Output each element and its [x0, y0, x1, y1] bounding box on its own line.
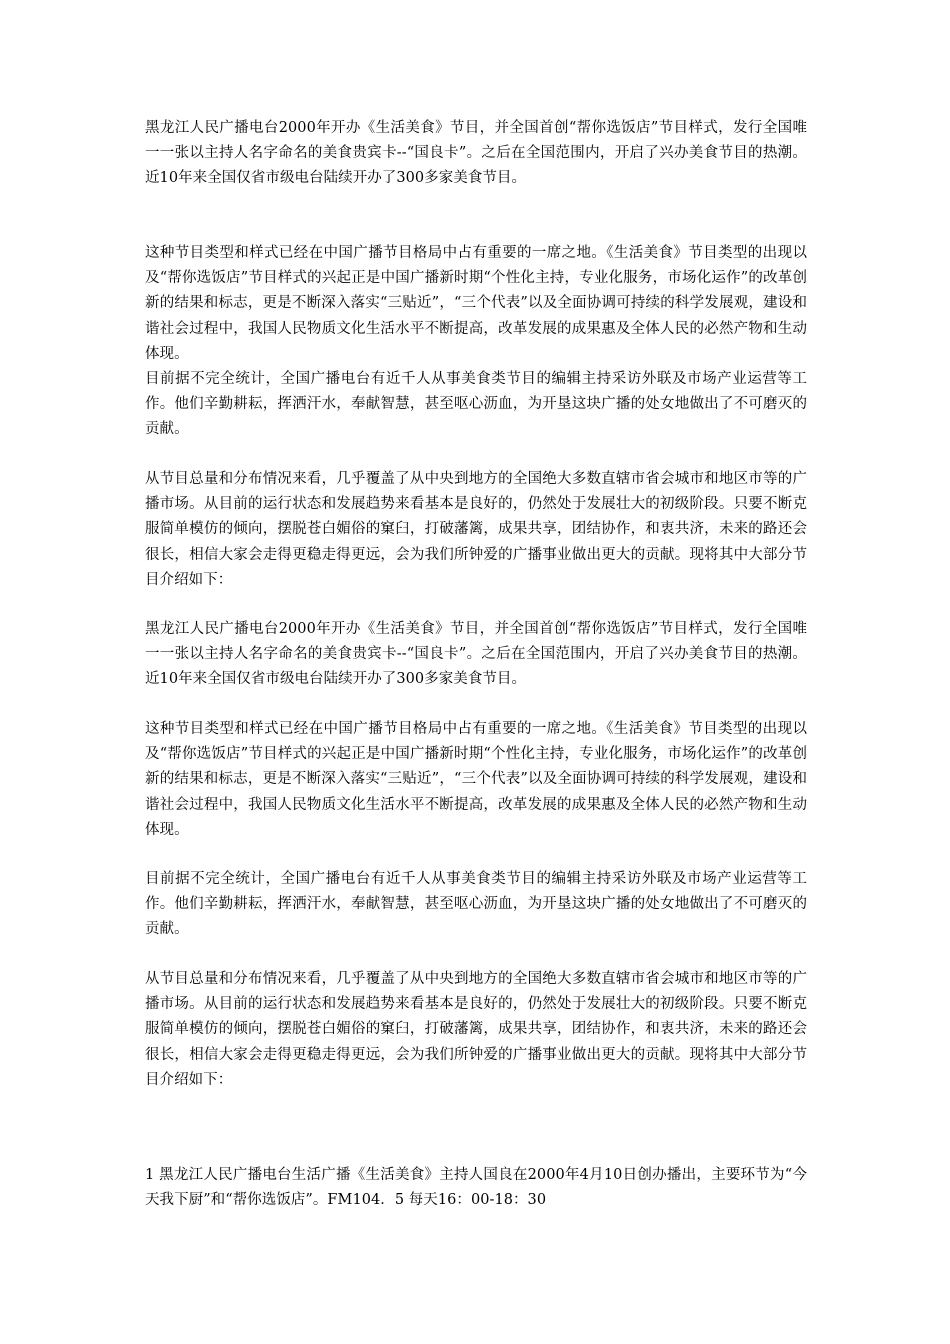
- paragraph-statistics-repeat: 目前据不完全统计，全国广播电台有近千人从事美食类节目的编辑主持采访外联及市场产业运营等工作。他们辛勤耕耘，挥洒汗水，奉献智慧，甚至呕心沥血，为开垦这块广播的处女地做出了不可磨灭的贡献。: [145, 871, 807, 938]
- paragraph-intro: 黑龙江人民广播电台2000年开办《生活美食》节目，并全国首创“帮你选饭店”节目样式，发行全国唯一一张以主持人名字命名的美食贵宾卡--“国良卡”。之后在全国范围内，开启了兴办美食节目的热潮。近10年来全国仅省市级电台陆续开办了300多家美食节目。: [145, 120, 807, 187]
- paragraph-intro-repeat: 黑龙江人民广播电台2000年开办《生活美食》节目，并全国首创“帮你选饭店”节目样式，发行全国唯一一张以主持人名字命名的美食贵宾卡--“国良卡”。之后在全国范围内，开启了兴办美食节目的热潮。近10年来全国仅省市级电台陆续开办了300多家美食节目。: [145, 621, 807, 688]
- paragraph-distribution-repeat: 从节目总量和分布情况来看，几乎覆盖了从中央到地方的全国绝大多数直辖市省会城市和地区市等的广播市场。从目前的运行状态和发展趋势来看基本是良好的，仍然处于发展壮大的初级阶段。只要不断克服简单模仿的倾向，摆脱苍白媚俗的窠臼，打破藩篱，成果共享，团结协作，和衷共济，未来的路还会很长，相信大家会走得更稳走得更远，会为我们所钟爱的广播事业做出更大的贡献。现将其中大部分节目介绍如下：: [145, 971, 807, 1088]
- paragraph-program-type: 这种节目类型和样式已经在中国广播节目格局中占有重要的一席之地。《生活美食》节目类型的出现以及“帮你选饭店”节目样式的兴起正是中国广播新时期“个性化主持，专业化服务，市场化运作”的改革创新的结果和标志，更是不断深入落实“三贴近”，“三个代表”以及全面协调可持续的科学发展观，建设和谐社会过程中，我国人民物质文化生活水平不断提高，改革发展的成果惠及全体人民的必然产物和生动体现。: [145, 245, 807, 362]
- program-list-item: 1 黑龙江人民广播电台生活广播《生活美食》主持人国良在2000年4月10日创办播出，主要环节为“今天我下厨”和“帮你选饭店”。FM104．5 每天16：00-18：30: [145, 1167, 807, 1209]
- paragraph-program-type-repeat: 这种节目类型和样式已经在中国广播节目格局中占有重要的一席之地。《生活美食》节目类型的出现以及“帮你选饭店”节目样式的兴起正是中国广播新时期“个性化主持，专业化服务，市场化运作”的改革创新的结果和标志，更是不断深入落实“三贴近”，“三个代表”以及全面协调可持续的科学发展观，建设和谐社会过程中，我国人民物质文化生活水平不断提高，改革发展的成果惠及全体人民的必然产物和生动体现。: [145, 721, 807, 838]
- paragraph-statistics: 目前据不完全统计，全国广播电台有近千人从事美食类节目的编辑主持采访外联及市场产业运营等工作。他们辛勤耕耘，挥洒汗水，奉献智慧，甚至呕心沥血，为开垦这块广播的处女地做出了不可磨灭的贡献。: [145, 371, 807, 438]
- paragraph-distribution: 从节目总量和分布情况来看，几乎覆盖了从中央到地方的全国绝大多数直辖市省会城市和地区市等的广播市场。从目前的运行状态和发展趋势来看基本是良好的，仍然处于发展壮大的初级阶段。只要不断克服简单模仿的倾向，摆脱苍白媚俗的窠臼，打破藩篱，成果共享，团结协作，和衷共济，未来的路还会很长，相信大家会走得更稳走得更远，会为我们所钟爱的广播事业做出更大的贡献。现将其中大部分节目介绍如下：: [145, 471, 807, 588]
